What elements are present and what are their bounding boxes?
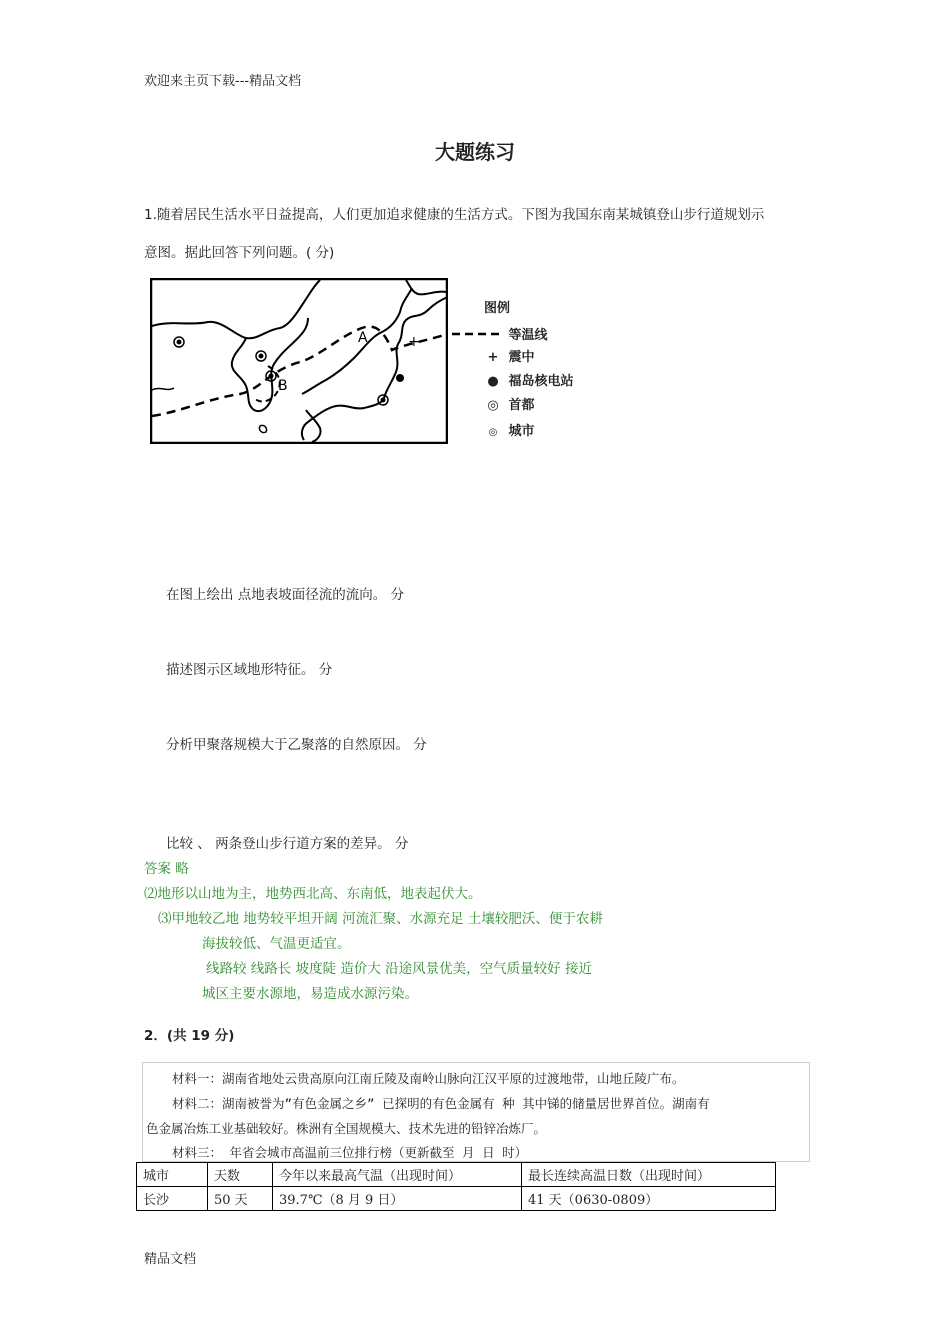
legend-item-nuclear (482, 370, 574, 389)
q1-stem-line1: 1.随着居民生活水平日益提高，人们更加追求健康的生活方式。下图为我国东南某城镇登山步行道规划示 (144, 207, 765, 223)
answer-line-1: 答案 略 (144, 861, 189, 877)
nuclear-plant-icon (396, 374, 404, 382)
table-header: 今年以来最高气温（出现时间） (273, 1163, 522, 1187)
map-label-a: A (358, 330, 368, 346)
page-header: 欢迎来主页下载---精品文档 (144, 74, 302, 89)
answer-line-2: ⑵地形以山地为主，地势西北高、东南低，地表起伏大。 (144, 886, 482, 902)
answer-line-4: 海拔较低、气温更适宜。 (202, 936, 351, 952)
legend-label-isotherm: 等温线 (508, 328, 548, 343)
material-1: 材料一：湖南省地处云贵高原向江南丘陵及南岭山脉向江汉平原的过渡地带，山地丘陵广布。 (172, 1071, 685, 1086)
map-label-b: B (278, 378, 288, 394)
filled-dot-icon: ● (487, 374, 499, 389)
table-cell: 39.7℃（8 月 9 日） (273, 1187, 522, 1211)
dashed-line-icon (452, 329, 504, 339)
temperature-table (136, 1162, 776, 1211)
page-title: 大题练习 (435, 140, 515, 164)
q1-sub-1: 在图上绘出 点地表坡面径流的流向。 分 (166, 587, 405, 603)
table-header-row (137, 1163, 776, 1187)
capital-icon: ◎ (487, 398, 499, 413)
legend-label-city: 城市 (508, 424, 535, 439)
table-header: 天数 (208, 1163, 273, 1187)
answer-line-5: 线路较 线路长 坡度陡 造价大 沿途风景优美，空气质量较好 接近 (206, 961, 592, 977)
map-svg (150, 278, 448, 444)
legend-item-capital (482, 394, 535, 413)
material-3: 材料三： 年省会城市高温前三位排行榜（更新截至 月 日 时） (172, 1145, 528, 1160)
table-cell: 长沙 (137, 1187, 208, 1211)
answer-line-6: 城区主要水源地，易造成水源污染。 (202, 986, 418, 1002)
legend-item-isotherm (452, 324, 548, 343)
q1-sub-2: 描述图示区域地形特征。 分 (166, 662, 333, 678)
table-cell: 41 天（0630-0809） (522, 1187, 776, 1211)
city-icon: ◎ (488, 427, 498, 438)
material-2-line2: 色金属冶炼工业基础较好。株洲有全国规模大、技术先进的铅锌冶炼厂。 (146, 1121, 547, 1136)
map-figure (150, 278, 448, 444)
legend-item-epicenter (482, 346, 535, 365)
legend-title: 图例 (484, 301, 511, 316)
q1-sub-3: 分析甲聚落规模大于乙聚落的自然原因。 分 (166, 737, 427, 753)
answer-line-3: ⑶甲地较乙地 地势较平坦开阔 河流汇聚、水源充足 土壤较肥沃、便于农耕 (158, 911, 603, 927)
legend-label-epicenter: 震中 (508, 350, 535, 365)
table-header: 城市 (137, 1163, 208, 1187)
epicenter-marker: + (408, 334, 420, 350)
table-cell: 50 天 (208, 1187, 273, 1211)
table-header: 最长连续高温日数（出现时间） (522, 1163, 776, 1187)
legend-label-nuclear: 福岛核电站 (508, 374, 574, 389)
material-2-line1: 材料二：湖南被誉为”有色金属之乡” 已探明的有色金属有 种 其中锑的储量居世界首位。湖南有 (172, 1096, 710, 1111)
plus-icon: + (487, 350, 499, 365)
legend-item-city (482, 420, 535, 439)
legend-label-capital: 首都 (508, 398, 535, 413)
q2-heading: 2．(共 19 分) (144, 1028, 235, 1044)
page-footer: 精品文档 (144, 1252, 197, 1267)
q1-sub-4: 比较 、 两条登山步行道方案的差异。 分 (166, 836, 409, 852)
table-row (137, 1187, 776, 1211)
q1-stem-line2: 意图。据此回答下列问题。( 分) (144, 245, 335, 261)
